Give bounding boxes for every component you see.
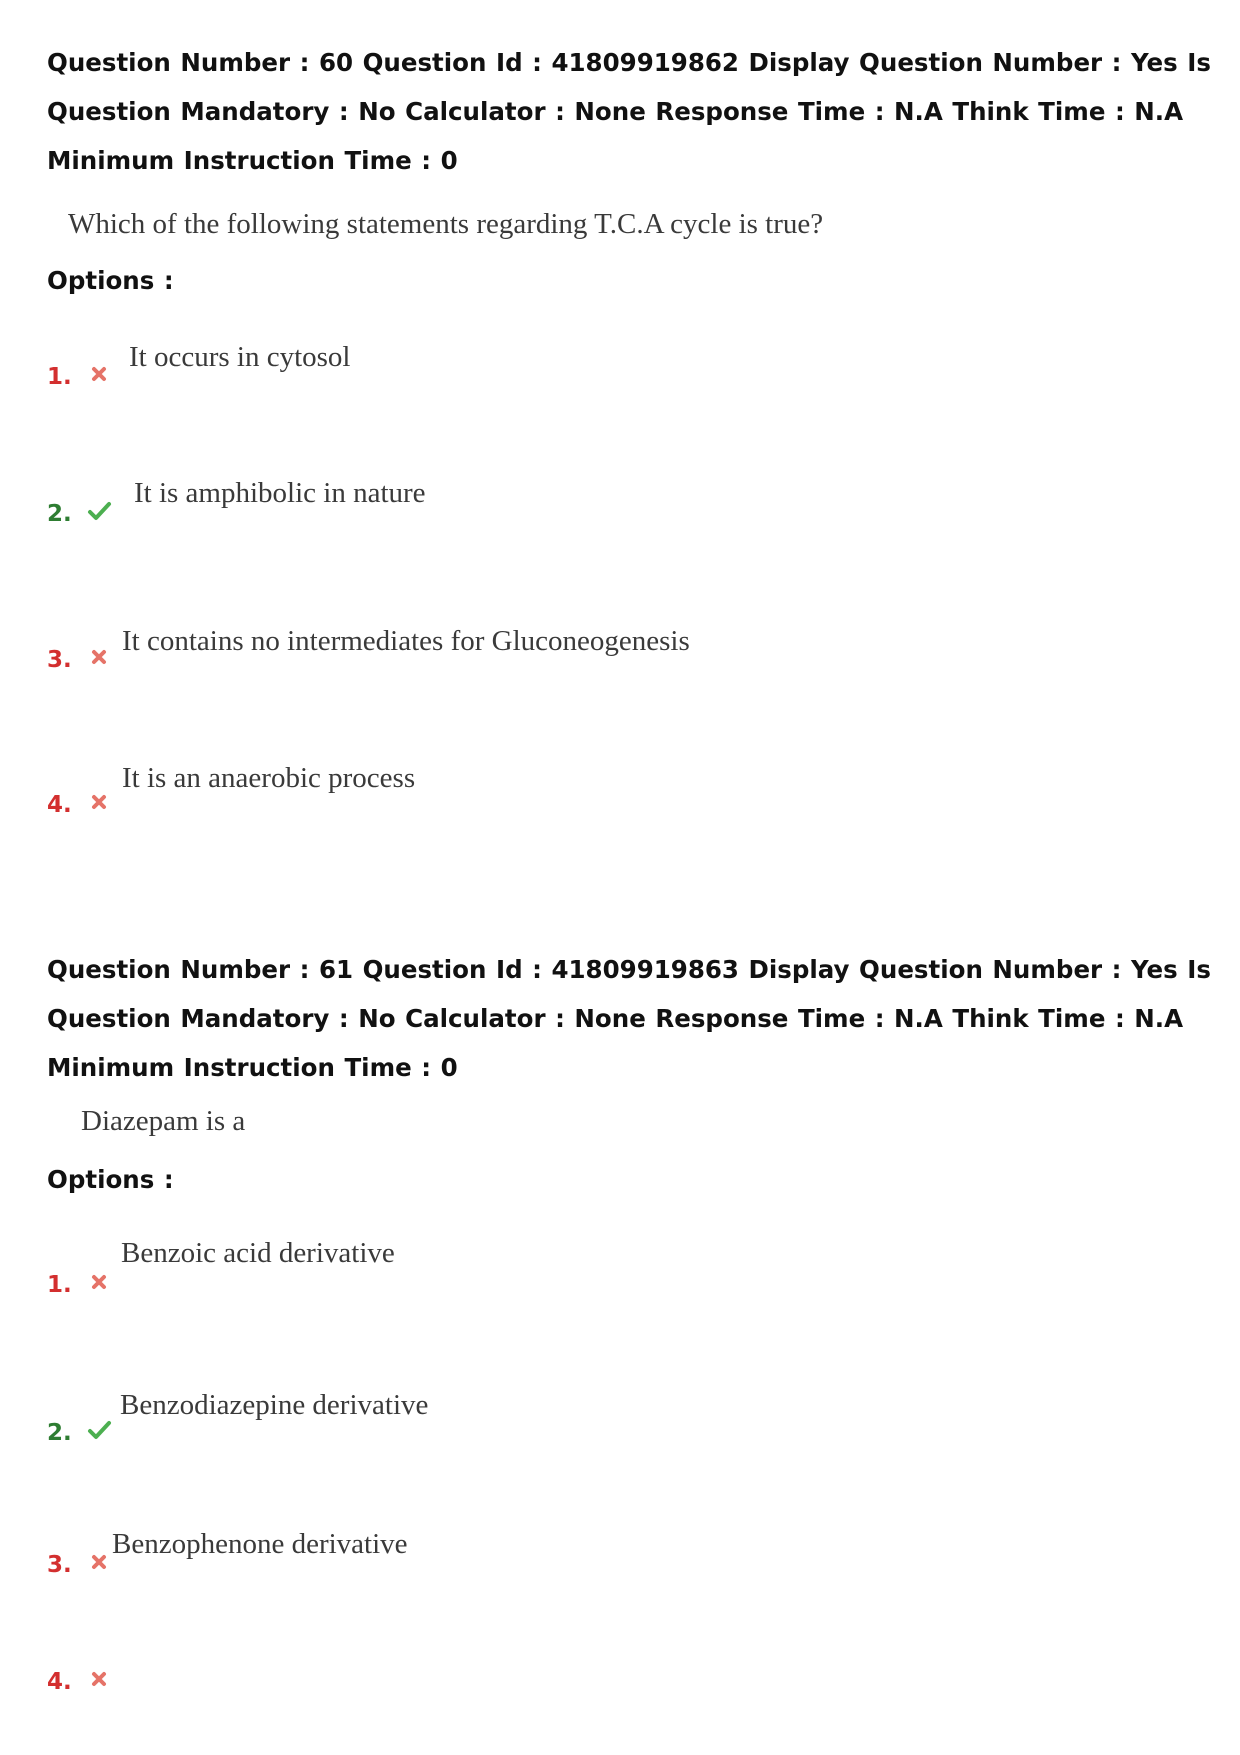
options-label: Options : (47, 1165, 174, 1194)
option-text: Benzoic acid derivative (121, 1237, 395, 1269)
option-number: 4. (47, 792, 72, 818)
cross-icon (85, 362, 113, 386)
cross-icon (85, 645, 113, 669)
question-text: Which of the following statements regarding T.C.A cycle is true? (68, 208, 824, 240)
option-number: 1. (47, 1272, 72, 1298)
question-meta: Question Number : 61 Question Id : 41809919863 Display Question Number : Yes Is Question Mandatory : No Calculator : None Response Time : N.A Think Time : N.A Minimum Instruction Time : 0 (47, 955, 1211, 1082)
option-number: 3. (47, 1552, 72, 1578)
option-text: It is an anaerobic process (122, 762, 416, 794)
checkmark-icon (85, 499, 113, 523)
option-row (47, 1550, 113, 1578)
option-number: 1. (47, 364, 72, 390)
cross-icon (85, 1270, 113, 1294)
option-row (47, 499, 113, 527)
option-text: Benzodiazepine derivative (120, 1389, 429, 1421)
option-row (47, 1667, 113, 1695)
question-text: Diazepam is a (81, 1105, 246, 1137)
option-row (47, 362, 113, 390)
question-meta: Question Number : 60 Question Id : 41809919862 Display Question Number : Yes Is Question Mandatory : No Calculator : None Response Time : N.A Think Time : N.A Minimum Instruction Time : 0 (47, 48, 1211, 175)
cross-icon (85, 1667, 113, 1691)
option-number: 2. (47, 1420, 72, 1446)
option-number: 2. (47, 501, 72, 527)
options-label: Options : (47, 266, 174, 295)
option-text: It contains no intermediates for Gluconeogenesis (122, 625, 690, 657)
option-row (47, 1270, 113, 1298)
option-number: 3. (47, 647, 72, 673)
option-row (47, 1418, 113, 1446)
option-number: 4. (47, 1669, 72, 1695)
option-text: Benzophenone derivative (112, 1528, 408, 1560)
option-row (47, 790, 113, 818)
cross-icon (85, 1550, 113, 1574)
option-row (47, 645, 113, 673)
cross-icon (85, 790, 113, 814)
option-text: It is amphibolic in nature (134, 477, 426, 509)
option-text: It occurs in cytosol (129, 341, 351, 373)
checkmark-icon (85, 1418, 113, 1442)
